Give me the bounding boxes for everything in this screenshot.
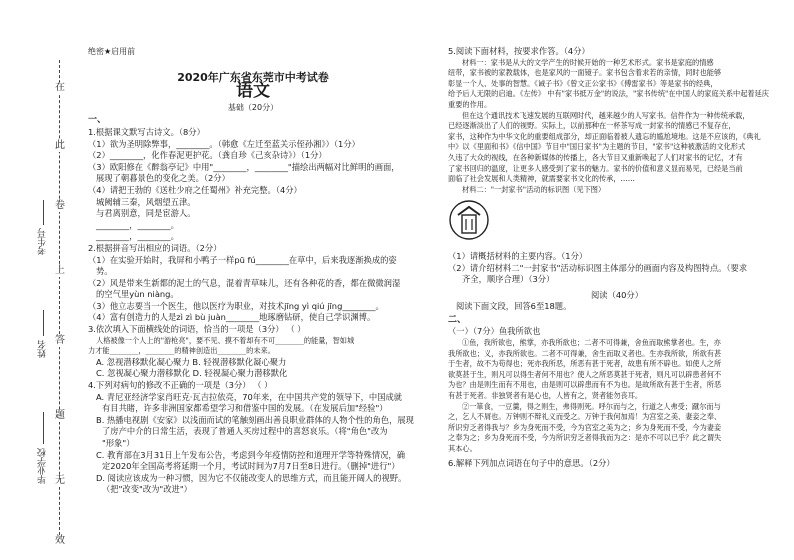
option-line: C. 忽视凝心聚力潜移默化 D. 轻视凝心聚力潜移默化	[96, 368, 288, 379]
material-line: 中》以《里面和书》《信中国》节目中"国日家书"为主题的节目，"家书"这种被激活的文化形式	[448, 142, 746, 152]
option-line: 了房产中介的日常生活，表现了普通人买房过程中的喜怒哀乐。（将"角色"改为	[102, 426, 388, 437]
option-line: B. 热播电视剧《安家》以浅面而试的笔触刻画出善良职业群体的人物个性的角色，展现	[96, 414, 414, 425]
material-line: 给予后人无限的启迪。《左传》 中有"家书抵万金"的说法，"家书传统"在中国人的家庭关系中起着延庆	[448, 89, 769, 99]
poem-line: 城阙辅三秦，风烟望五津。	[96, 196, 196, 207]
exam-title: 2020年广东省东莞市中考试卷	[177, 70, 329, 84]
name-line	[43, 310, 44, 336]
material-line: 已经逐渐淡出了人们的视野。实际上，以前那种在一杯茶写成一封家书的情感已不复存在，	[448, 121, 736, 131]
margin-char: 卷	[52, 200, 68, 212]
passage-line: 欲莫甚于生，则凡可以得生者何不用也？使人之所恶莫甚于死者，则凡可以辟患者何不	[448, 369, 722, 379]
reading-section-heading: 阅读（40分）	[590, 289, 644, 300]
material-line: 了家书回归的温度，让更多人感受到了家书的魅力。家书的价值和意义显而易见，已经是当前	[448, 163, 743, 173]
passage-line: 其本心。	[448, 444, 477, 453]
binding-dashed-line	[59, 60, 60, 545]
margin-char: 效	[52, 535, 68, 547]
passage-line: 所识穷乏者得我与？乡为身死而不受，今为宫室之美为之；乡为身死而不受，今为妻妾	[448, 422, 722, 432]
examinee-number-label: 考生号	[38, 228, 48, 255]
question-line: （3）欧阳修在《醉翁亭记》中用"________，________"描绘出两幅对比鲜明的画面，	[88, 161, 400, 172]
passage-line: 之，乞人不屑也。万钟则不辩礼义而受之。万钟于我何加焉！为宫室之美、妻妾之奉、	[448, 412, 722, 422]
question-line: 人格被像一个人上的"游枪亮"，要不见、摸不着却有不可________的能量，智如城	[96, 335, 355, 345]
subject-title: 语文	[236, 81, 270, 102]
question-line: （2）________，化作春泥更护花。（龚自珍《己亥杂诗》）（1分）	[88, 150, 327, 161]
section-heading: 二、	[448, 314, 467, 325]
question-line: 5.阅读下面材料，按要求作答。（4分）	[448, 46, 590, 56]
poem-line: 与君离别意，同是宦游人。	[96, 208, 196, 219]
section-score: 基础（20分）	[227, 102, 279, 112]
material-line: 家书，这种作为中华文化的重要组成部分，却正面临着被人遗忘的尴尬境地。这是不应该的，《典礼	[448, 131, 761, 141]
margin-char: 上	[52, 265, 68, 277]
question-line: （2）请介绍材料二"一封家书"活动标识图主体部分的画面内容及构图特点。（要求	[448, 262, 748, 273]
binding-margin	[38, 40, 78, 555]
question-line: 的空气里yùn niàng。	[96, 289, 179, 300]
question-line: （3）他立志要当一个医生，他以医疗为职业，对技术jīng yì qiú jīng________。	[88, 300, 384, 311]
option-line: A. 青尼亚经济学家肖旺克·瓦吉拉依亮，70年来，在中国共产党的领导下，中国成就	[96, 391, 403, 402]
material-line: 材料二："一封家书"活动的标识图（见下图）	[462, 184, 606, 194]
option-line: 定2020年全国高考将延期一个月，考试时间为7月7日至8日进行。（删掉"进行"）	[102, 461, 400, 472]
passage-line: ②一箪食，一豆羹，得之则生，弗得则死。呼尔而与之，行道之人弗受；蹴尔而与	[462, 401, 721, 411]
margin-char: 题	[52, 410, 68, 422]
question-line: 齐全，顺序合理）（3分）	[462, 274, 555, 285]
material-line: 彰显一个人、处事的智慧。《诫子书》《曾文正公家书》《傅雷家书》等是家书的经典，	[448, 78, 718, 88]
material-line: 重要的作用。	[448, 99, 492, 109]
question-line: 势。	[96, 266, 113, 277]
material-line: 纽带，家书被的家教载体，也是家风的一面镜子。家书包含着求若的亲情，同时也能够	[448, 68, 722, 78]
passage-line: 我所欲也；义，亦我所欲也。二者不可得兼，舍生而取义者也。生亦我所欲，所欲有甚	[448, 348, 722, 358]
poem-blank: ________，________。	[96, 231, 179, 242]
secret-mark: 绝密★启用前	[88, 47, 136, 56]
question-line: （2）风是带来生新都的泥土的气息，混着青草味儿，还有各种花的香，都在微微润湿	[88, 277, 401, 288]
left-column	[88, 46, 418, 496]
question-line: 6.解释下列加点词语在句子中的意思。（2分）	[448, 457, 615, 468]
margin-char: 此	[52, 140, 68, 152]
margin-char: 答	[52, 335, 68, 347]
question-line: 3.依次填入下面横线处的词语，恰当的一项是（3分） （ ）	[88, 324, 306, 335]
material-line: 材料一：家书是从大的文学产生的时候开始的一种艺术形式。家书是家庭的情感	[462, 57, 714, 67]
question-line: 展现了朝暮景色的变化之美。（2分）	[96, 173, 230, 184]
name-label: 姓名	[38, 340, 48, 358]
option-line: 有目共睹，许多非洲国家都希望学习和借鉴中国的发展。（在发展后加"经验"）	[102, 403, 388, 414]
material-line: 但在这个通讯技术飞速发展的互联网时代，越来越少的人写家书。信件作为一种传统承载，	[462, 110, 750, 120]
option-line: "形象"）	[102, 438, 135, 448]
passage-line: ①鱼，我所欲也，熊掌，亦我所欲也；二者不可得兼，舍鱼而取熊掌者也。生，亦	[462, 338, 721, 348]
material-line: 久违了大众的视线，在各种新媒体的传播上，各大节目又重新唤起了人们对家书的记忆，才有	[448, 152, 743, 162]
material-line: 面临了社会发展和人类精神，就需要家书文化的传承，……	[448, 174, 635, 184]
option-line: C. 教育部在3月31日上午发布公告，考虑到今年疫情防控和道理开学等特殊情况，确	[96, 449, 406, 460]
question-line: 1.根据课文默写古诗文。（8分）	[88, 126, 205, 137]
option-line: （把"改变"改为"改进"）	[102, 484, 192, 495]
question-line: （1）欲为圣明除弊事，________。（韩愈《左迁至蓝关示侄孙湘》）（1分）	[88, 138, 360, 149]
question-line: （4）富有创造力的人是zì zì bù juàn________地琢磨钻研，使自己学识渊博。	[88, 312, 376, 323]
question-line: （1）请概括材料的主要内容。（1分）	[448, 250, 588, 261]
question-line: 力才能________，________的精神创造出________的未来。	[88, 346, 275, 356]
section-heading: 一、	[88, 115, 107, 126]
passage-line: 为也？由是则生而有不用也，由是则可以辟患而有不为也。是故所欲有甚于生者，所恶	[448, 380, 722, 390]
question-line: （1）在实验开始时，我屏和小鸭子一样pū fú________在草中，后来我逐渐换成的姿	[88, 254, 397, 265]
school-line	[43, 412, 44, 444]
margin-char: 无	[52, 475, 68, 487]
question-line: 2.根据拼音写出相应的词语。（2分）	[88, 242, 222, 253]
option-line: A. 忽视潜移默化凝心聚力 B. 轻视潜移默化凝心聚力	[96, 356, 287, 367]
family-letter-logo	[448, 199, 490, 241]
poem-blank: ________，________。	[96, 219, 179, 230]
question-line: 4.下列对病句的修改不正确的一项是（3分） （ ）	[88, 380, 273, 391]
passage-line: 于生者，故不为苟得也；死亦我所恶，所恶有甚于死者，故患有所不辟也。如使人之所	[448, 359, 722, 369]
passage-title: （一）（7分）鱼我所欲也	[448, 326, 541, 337]
right-column	[448, 46, 786, 469]
passage-line: 有甚于死者。非独贤者有是心也，人皆有之，贤者能勿丧耳。	[448, 391, 643, 401]
question-line: （4）请把王勃的《送杜少府之任蜀州》补充完整。（4分）	[88, 184, 302, 195]
option-line: D. 阅读应该成为一种习惯，因为它不仅能改变人的思维方式，而且能开阔人的视野。	[96, 472, 407, 483]
passage-line: 之奉为之；乡为身死而不受，今为所识穷乏者得我而为之：是亦不可以已乎？此之谓失	[448, 433, 722, 443]
reading-note: 阅读下面文段，回答6至18题。	[456, 301, 572, 312]
margin-char: 在	[52, 82, 68, 94]
examinee-number-line	[43, 200, 44, 225]
school-label: 毕业学校	[38, 448, 48, 484]
